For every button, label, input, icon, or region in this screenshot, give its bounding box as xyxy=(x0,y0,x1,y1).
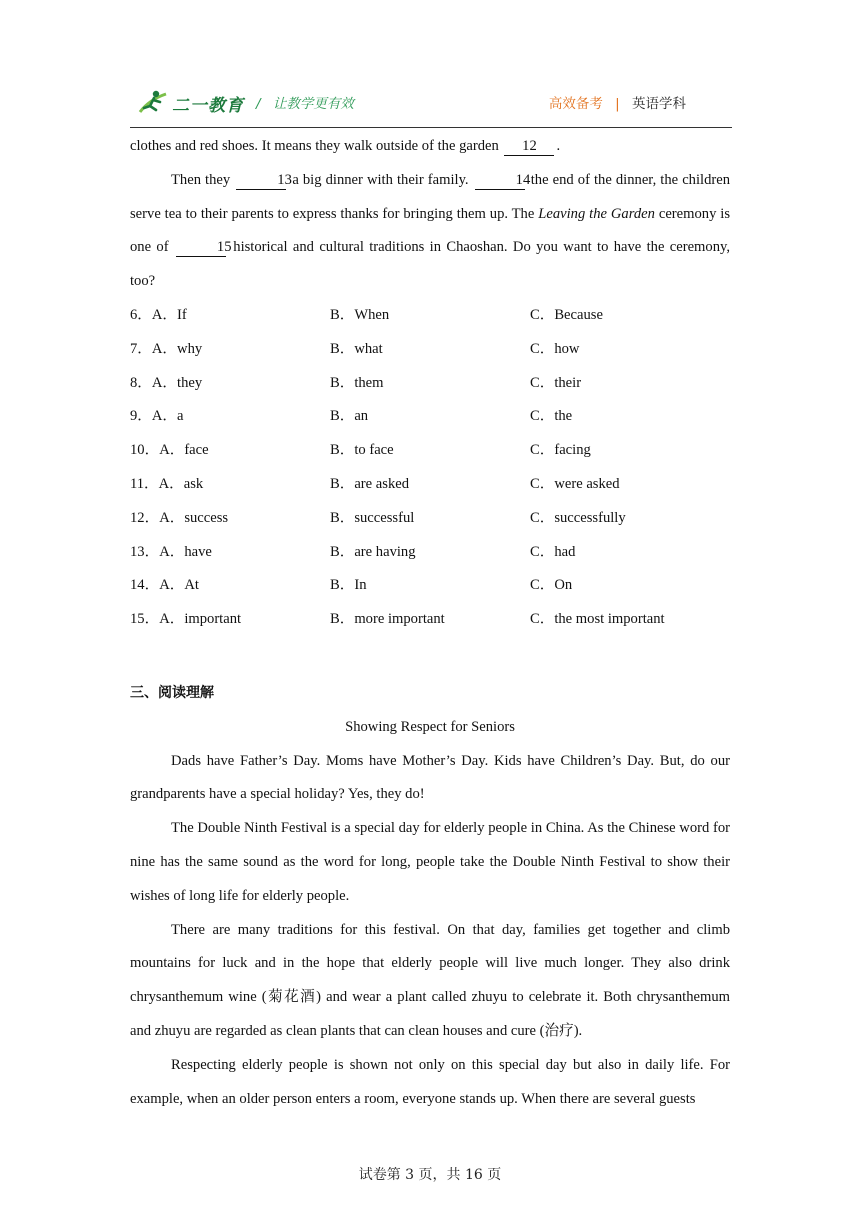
page-footer: 试卷第 3 页，共 16 页 xyxy=(358,1167,502,1183)
italic-title: Leaving the Garden xyxy=(538,205,655,222)
logo-text: 二一教育 xyxy=(172,95,244,116)
text-span: ceremony is one of xyxy=(130,205,731,256)
option-a: 15．A．important xyxy=(130,611,242,628)
runner-logo-icon xyxy=(136,86,170,120)
tag-exam-prep: 高效备考 xyxy=(548,96,603,112)
choice-row xyxy=(130,434,730,468)
page-header xyxy=(130,84,732,128)
option-b: B．to face xyxy=(330,442,394,459)
tag-subject: 英语学科 xyxy=(632,96,686,112)
option-b: B．an xyxy=(330,408,369,425)
option-c: C．Because xyxy=(530,306,603,323)
passage2-paragraph: Dads have Father’s Day. Moms have Mother’s Day. Kids have Children’s Day. But, do our grandparents have a special holiday? Yes, they do! xyxy=(130,752,730,803)
text-span: Then they xyxy=(171,171,231,188)
section-title: 三、阅读理解 xyxy=(130,684,214,701)
choice-row xyxy=(130,536,730,570)
text-span: clothes and red shoes. It means they walk outside of the garden xyxy=(130,138,499,154)
option-b: B．them xyxy=(330,374,384,391)
option-c: C．the xyxy=(530,408,573,425)
option-a: 9．A．a xyxy=(130,408,184,425)
passage1-paragraph xyxy=(130,164,730,299)
choice-row xyxy=(130,400,730,434)
passage2-paragraph: There are many traditions for this festival. On that day, families get together and climb mountains for luck and in the hope that elderly people will live much longer. They also drink chrysanthemum wine (菊花酒) and wear a plant called zhuyu to celebrate it. Both chrysanthemum and zhuyu are regarded as clean plants that can clean houses and cure (治疗). xyxy=(130,921,730,1039)
page-content xyxy=(130,130,730,1116)
option-b: B．are having xyxy=(330,543,416,560)
option-c: C．successfully xyxy=(530,509,626,526)
choice-row xyxy=(130,502,730,536)
slogan xyxy=(256,92,354,112)
option-b: B．more important xyxy=(330,611,445,628)
option-c: C．On xyxy=(530,577,573,594)
header-divider xyxy=(130,127,732,128)
option-b: B．When xyxy=(330,306,390,323)
option-c: C．how xyxy=(530,340,580,357)
blank-13: 13 xyxy=(236,171,286,190)
option-a: 7．A．why xyxy=(130,340,203,357)
passage-title: Showing Respect for Seniors xyxy=(345,718,515,735)
option-c: C．their xyxy=(530,374,582,391)
blank-15: 15 xyxy=(176,238,226,257)
blank-12: 12 xyxy=(504,137,554,156)
subject-tag xyxy=(549,92,686,112)
option-a: 6．A．If xyxy=(130,306,187,323)
slogan-text: 让教学更有效 xyxy=(272,96,354,112)
option-c: C．were asked xyxy=(530,475,620,492)
choice-row xyxy=(130,367,730,401)
choice-row xyxy=(130,603,730,637)
option-a: 14．A．At xyxy=(130,577,199,594)
option-b: B．are asked xyxy=(330,475,410,492)
passage2-paragraph: The Double Ninth Festival is a special day for elderly people in China. As the Chinese word for nine has the same sound as the word for long, people take the Double Ninth Festival to show their wishes of long life for elderly people. xyxy=(130,820,730,904)
option-b: B．successful xyxy=(330,509,415,526)
passage2-paragraph: Respecting elderly people is shown not only on this special day but also in daily life. For example, when an older person enters a room, everyone stands up. When there are several guests xyxy=(130,1056,730,1107)
option-a: 10．A．face xyxy=(130,442,209,459)
choice-row xyxy=(130,299,730,333)
option-c: C．had xyxy=(530,543,576,560)
logo xyxy=(136,86,244,120)
option-b: B．what xyxy=(330,340,383,357)
option-a: 13．A．have xyxy=(130,543,212,560)
text-span: . xyxy=(556,138,561,154)
slogan-separator: / xyxy=(256,96,261,112)
option-c: C．the most important xyxy=(530,611,665,628)
choice-row xyxy=(130,333,730,367)
passage1-line xyxy=(130,130,730,164)
option-a: 8．A．they xyxy=(130,374,203,391)
tag-separator: | xyxy=(615,96,620,112)
choice-row xyxy=(130,468,730,502)
option-c: C．facing xyxy=(530,442,591,459)
text-span: the end of the dinner, the children serve tea to their parents to express thanks for bringing them up. The xyxy=(130,171,731,222)
option-b: B．In xyxy=(330,577,367,594)
option-a: 11．A．ask xyxy=(130,475,204,492)
option-a: 12．A．success xyxy=(130,509,229,526)
blank-14: 14 xyxy=(475,171,525,190)
text-span: historical and cultural traditions in Chaoshan. Do you want to have the ceremony, too? xyxy=(130,239,730,290)
text-span: a big dinner with their family. xyxy=(292,171,469,188)
choices-list xyxy=(130,299,730,637)
choice-row xyxy=(130,569,730,603)
